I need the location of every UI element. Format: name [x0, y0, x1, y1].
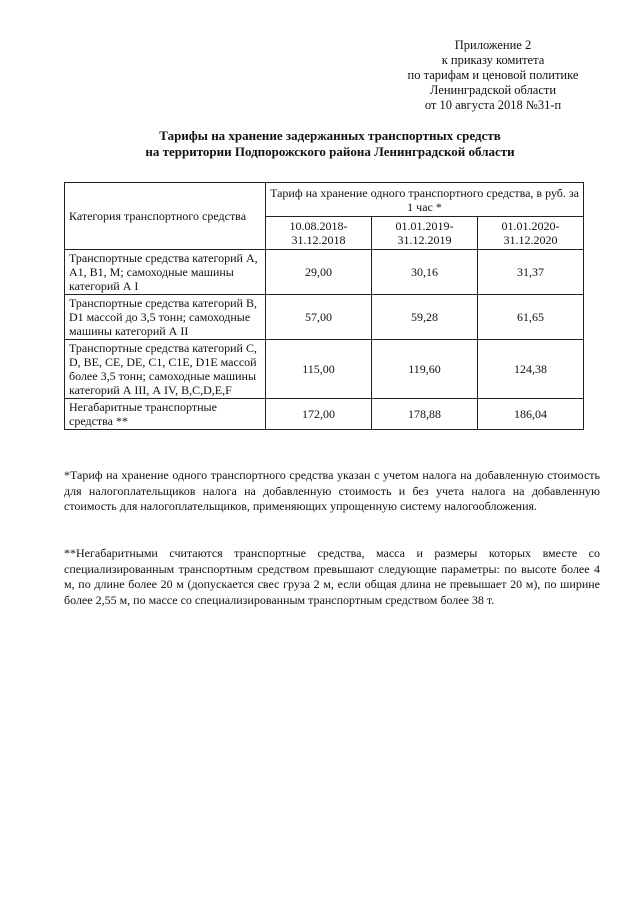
title-line-2: на территории Подпорожского района Ленинградской области	[145, 144, 515, 159]
tariff-value: 30,16	[372, 250, 478, 295]
tariff-value: 178,88	[372, 399, 478, 430]
table-row	[65, 340, 584, 399]
tariff-value: 29,00	[266, 250, 372, 295]
tariff-value: 119,60	[372, 340, 478, 399]
title-line-1: Тарифы на хранение задержанных транспортных средств	[159, 128, 501, 143]
category-cell: Транспортные средства категорий В, D1 массой до 3,5 тонн; самоходные машины категорий А II	[65, 295, 266, 340]
tariff-value: 186,04	[477, 399, 583, 430]
footnote-vat: *Тариф на хранение одного транспортного средства указан с учетом налога на добавленную стоимость для налогоплательщиков налога на добавленную стоимость и без учета налога на добавленную стоимость для налогоплательщиков, применяющих упрощенную систему налогообложения.	[64, 468, 600, 513]
appendix-line: Ленинградской области	[429, 83, 557, 97]
tariff-value: 115,00	[266, 340, 372, 399]
tariff-value: 172,00	[266, 399, 372, 430]
tariff-value: 124,38	[477, 340, 583, 399]
table-row	[65, 399, 584, 430]
tariff-value: 61,65	[477, 295, 583, 340]
tariff-header: Тариф на хранение одного транспортного средства, в руб. за 1 час *	[266, 183, 584, 217]
appendix-line: к приказу комитета	[441, 53, 545, 67]
document-title	[60, 128, 600, 160]
table-row	[65, 295, 584, 340]
tariff-table	[64, 182, 584, 430]
appendix-line: по тарифам и ценовой политике	[407, 68, 579, 82]
period-header: 01.01.2020-31.12.2020	[477, 217, 583, 250]
tariff-value: 31,37	[477, 250, 583, 295]
category-header: Категория транспортного средства	[65, 183, 266, 250]
period-header: 01.01.2019-31.12.2019	[372, 217, 478, 250]
table-header-row	[65, 183, 584, 217]
category-cell: Транспортные средства категорий А, А1, В1, М; самоходные машины категорий А I	[65, 250, 266, 295]
tariff-value: 59,28	[372, 295, 478, 340]
appendix-header	[388, 38, 598, 113]
tariff-value: 57,00	[266, 295, 372, 340]
category-cell: Негабаритные транспортные средства **	[65, 399, 266, 430]
period-header: 10.08.2018-31.12.2018	[266, 217, 372, 250]
appendix-line: от 10 августа 2018 №31-п	[424, 98, 562, 112]
table-row	[65, 250, 584, 295]
appendix-line: Приложение 2	[454, 38, 532, 52]
category-cell: Транспортные средства категорий С, D, ВЕ, СЕ, DE, С1, С1Е, D1Е массой более 3,5 тонн; самоходные машины категорий А III, А IV, B,C,D,E,F	[65, 340, 266, 399]
footnote-oversized: **Негабаритными считаются транспортные средства, масса и размеры которых вместе со специализированным транспортным средством превышают следующие параметры: по высоте более 4 м, по длине более 20 м (допускается свес груза 2 м, если общая длина не превышает 20 м), по ширине более 2,55 м, по массе со специализированным транспортным средством более 38 т.	[64, 546, 600, 607]
